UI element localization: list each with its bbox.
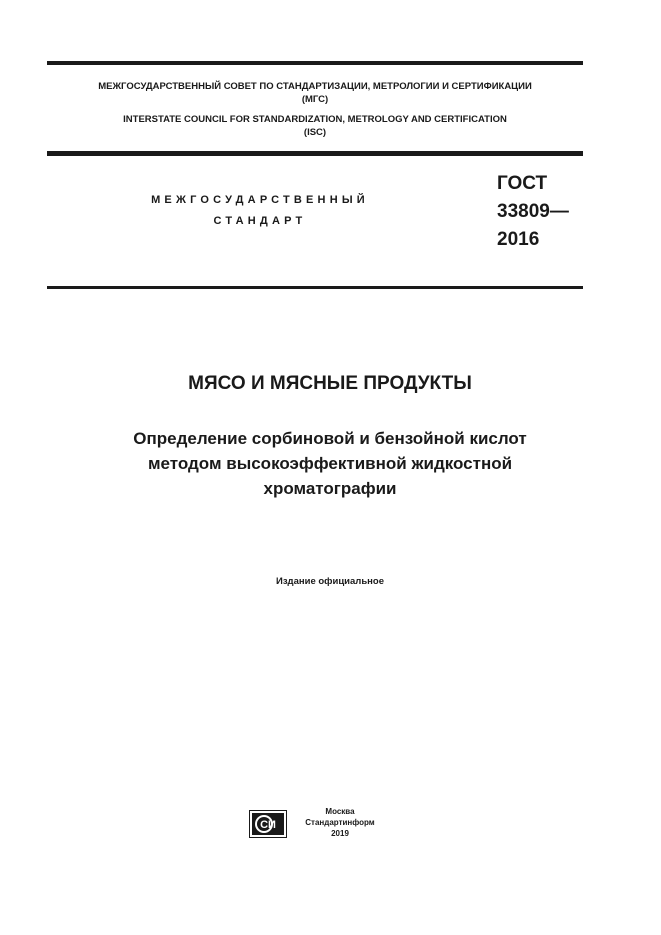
subtitle-line3: хроматографии	[263, 479, 397, 498]
publisher-name: Стандартинформ	[305, 818, 375, 827]
gost-year: 2016	[497, 229, 540, 250]
council-abbr-ru: (МГС)	[301, 94, 329, 105]
subtitle-line2: методом высокоэффективной жидкостной	[147, 454, 513, 473]
publisher-year: 2019	[331, 829, 349, 838]
council-name-en-line: INTERSTATE COUNCIL FOR STANDARDIZATION, METROLOGY AND CERTIFICATION	[123, 114, 507, 125]
standard-type-line1: МЕЖГОСУДАРСТВЕННЫЙ	[151, 194, 369, 206]
gost-designation	[497, 170, 569, 254]
gost-prefix: ГОСТ	[497, 173, 548, 194]
gost-number: 33809—	[497, 201, 569, 222]
council-name-en	[47, 113, 583, 139]
publisher-block	[300, 806, 380, 839]
logo-text: СИ	[260, 819, 276, 831]
bottom-rule	[47, 286, 583, 289]
publisher-city: Москва	[325, 807, 355, 816]
document-subtitle	[47, 426, 613, 501]
edition-label: Издание официальное	[276, 576, 384, 587]
top-rule	[47, 61, 583, 65]
subtitle-line1: Определение сорбиновой и бензойной кислот	[133, 429, 527, 448]
document-title: МЯСО И МЯСНЫЕ ПРОДУКТЫ	[188, 373, 472, 394]
council-name-ru-line: МЕЖГОСУДАРСТВЕННЫЙ СОВЕТ ПО СТАНДАРТИЗАЦИИ, МЕТРОЛОГИИ И СЕРТИФИКАЦИИ	[98, 81, 532, 92]
standartinform-logo-icon	[249, 810, 287, 838]
middle-rule	[47, 151, 583, 156]
standard-type-line2: СТАНДАРТ	[213, 215, 307, 227]
standard-type	[110, 190, 410, 232]
council-name-ru	[47, 80, 583, 106]
council-abbr-en: (ISC)	[303, 127, 327, 138]
